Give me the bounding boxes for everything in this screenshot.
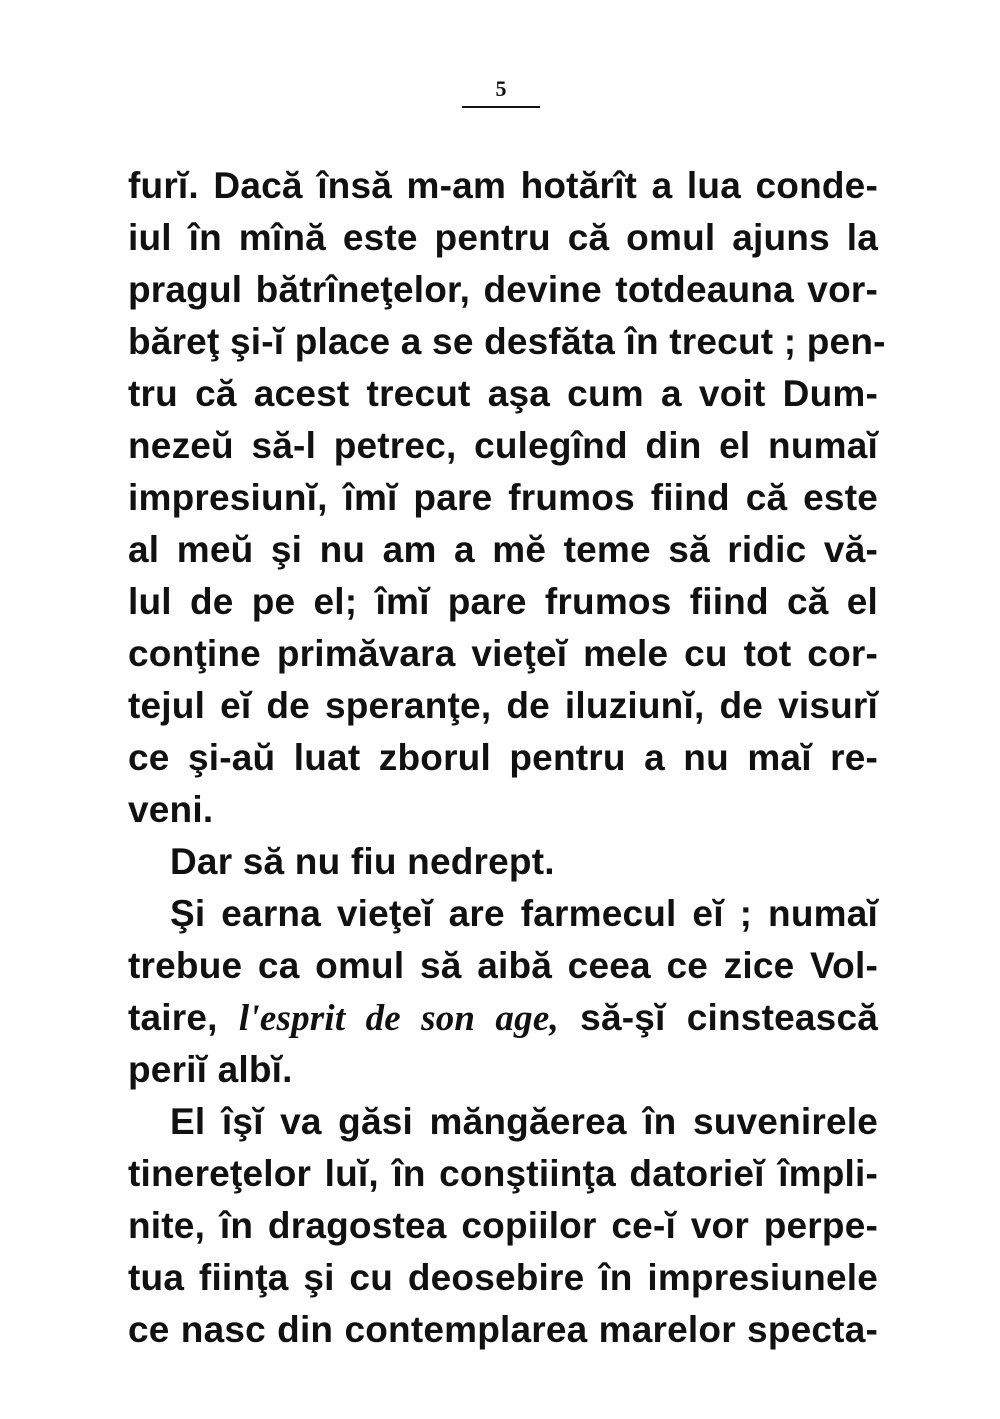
text-line: tua fiinţa şi cu deosebire în impresiunele	[128, 1257, 878, 1298]
text-line: ce nasc din contemplarea marelor specta-	[128, 1309, 878, 1350]
text-line: băreţ şi-ĭ place a se desfăta în trecut ; pen-	[128, 321, 886, 362]
text-line: iul în mînă este pentru că omul ajuns la	[128, 217, 878, 258]
text-line: al meŭ şi nu am a mĕ teme să ridic vă-	[128, 529, 878, 570]
text-line: tinereţelor luĭ, în conştiinţa datorieĭ împli-	[128, 1153, 878, 1194]
paragraph-4	[128, 1096, 878, 1356]
paragraph-2	[128, 836, 878, 888]
body-text	[128, 160, 886, 1356]
text-line: veni.	[128, 789, 214, 830]
paragraph-3	[128, 888, 878, 1096]
text-line: lul de pe el; îmĭ pare frumos fiind că el	[128, 581, 878, 622]
text-line: impresiunĭ, îmĭ pare frumos fiind că este	[128, 477, 878, 518]
italic-phrase: l'esprit de son age,	[238, 998, 559, 1039]
text-line: pragul bătrîneţelor, devine totdeauna vor-	[128, 269, 878, 310]
text-line-with-italic	[128, 992, 878, 1044]
page-number: 5	[462, 76, 540, 108]
text-segment: să-şĭ cinstească	[558, 997, 878, 1038]
paragraph-1	[128, 160, 886, 836]
text-line: Dar să nu fiu nedrept.	[170, 841, 555, 882]
text-line: conţine primăvara vieţeĭ mele cu tot cor-	[128, 633, 878, 674]
text-line: tru că acest trecut aşa cum a voit Dum-	[128, 373, 878, 414]
text-line: furĭ. Dacă însă m-am hotărît a lua conde-	[128, 165, 878, 206]
text-segment: taire,	[128, 997, 239, 1038]
text-line: El îşĭ va găsi măngăerea în suvenirele	[170, 1101, 878, 1142]
text-line: tejul eĭ de speranţe, de iluziunĭ, de visurĭ	[128, 685, 878, 726]
text-line: trebue ca omul să aibă ceea ce zice Vol-	[128, 945, 878, 986]
text-line: periĭ albĭ.	[128, 1049, 293, 1090]
text-line: Şi earna vieţeĭ are farmecul eĭ ; numaĭ	[170, 893, 878, 934]
text-line: nezeŭ să-l petrec, culegînd din el numaĭ	[128, 425, 878, 466]
text-line: nite, în dragostea copiilor ce-ĭ vor perpe-	[128, 1205, 878, 1246]
text-line: ce şi-aŭ luat zborul pentru a nu maĭ re-	[128, 737, 878, 778]
